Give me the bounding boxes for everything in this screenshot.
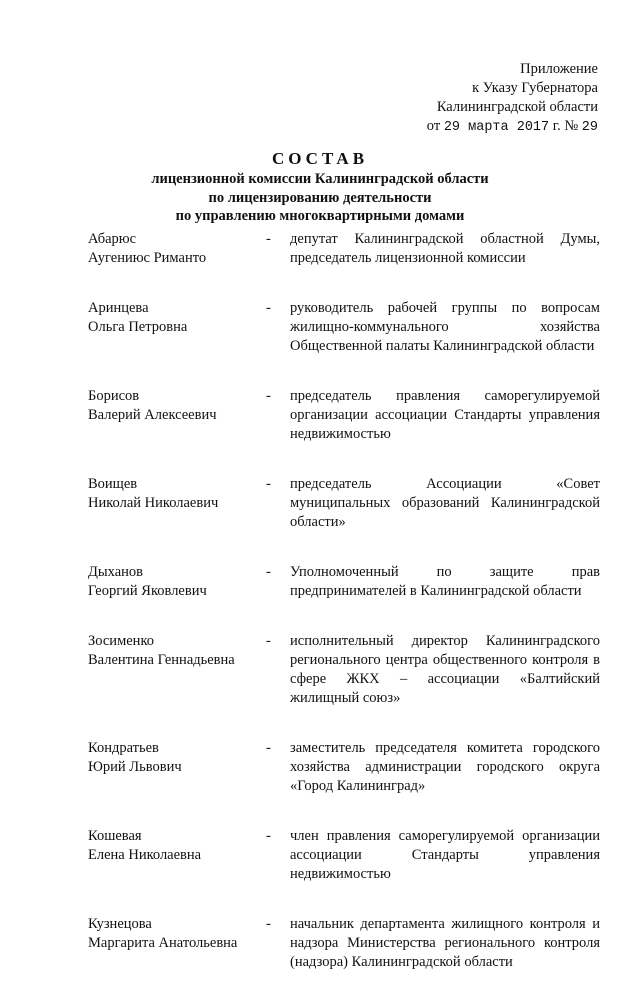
- member-dash: -: [266, 740, 271, 756]
- member-given-name: Ольга Петровна: [88, 319, 188, 335]
- member-dash: -: [266, 633, 271, 649]
- member-given-name: Елена Николаевна: [88, 847, 202, 863]
- member-role: руководитель рабочей группы по вопросам жилищно-коммунального хозяйства Общественной палаты Калининградской области: [290, 300, 600, 354]
- member-dash: -: [266, 564, 271, 580]
- date-value: 29 марта 2017: [443, 120, 550, 135]
- member-surname: Аринцева: [88, 300, 149, 316]
- member-dash: -: [266, 388, 271, 404]
- member-given-name: Николай Николаевич: [88, 495, 219, 511]
- member-row: [88, 230, 600, 268]
- member-surname: Кузнецова: [88, 916, 152, 932]
- member-role: председатель Ассоциации «Совет муниципальных образований Калининградской области»: [290, 476, 600, 530]
- document-title: [0, 148, 640, 226]
- member-dash: -: [266, 231, 271, 247]
- title-line-1: лицензионной комиссии Калининградской области: [151, 171, 489, 187]
- decree-number: 29: [581, 120, 598, 135]
- member-given-name: Юрий Львович: [88, 759, 182, 775]
- member-dash: -: [266, 916, 271, 932]
- title-line-2: по лицензированию деятельности: [208, 189, 432, 206]
- member-name: [88, 563, 266, 601]
- decree-date-line: [427, 117, 598, 137]
- date-prefix: от: [426, 118, 441, 134]
- member-name: [88, 632, 266, 708]
- member-surname: Абарюс: [88, 231, 137, 247]
- member-surname: Кошевая: [88, 828, 142, 844]
- appendix-header: [427, 60, 598, 137]
- member-row: [88, 299, 600, 356]
- title-main: СОСТАВ: [271, 149, 369, 168]
- member-name: [88, 827, 266, 884]
- member-role: начальник департамента жилищного контроля и надзора Министерства регионального контроля (надзора) Калининградской области: [290, 916, 600, 970]
- member-name: [88, 739, 266, 796]
- member-surname: Кондратьев: [88, 740, 159, 756]
- member-given-name: Маргарита Анатольевна: [88, 935, 238, 951]
- appendix-label: Приложение: [520, 61, 598, 77]
- member-name: [88, 299, 266, 356]
- member-role: заместитель председателя комитета городского хозяйства администрации городского округа «Город Калининград»: [290, 740, 600, 794]
- region-name: Калининградской области: [436, 99, 598, 115]
- title-line-3: по управлению многоквартирными домами: [175, 208, 465, 224]
- member-surname: Зосименко: [88, 633, 155, 649]
- member-name: [88, 230, 266, 268]
- member-dash: -: [266, 476, 271, 492]
- member-given-name: Валерий Алексеевич: [88, 407, 217, 423]
- member-list: [88, 230, 600, 1003]
- decree-reference: к Указу Губернатора: [472, 80, 598, 96]
- member-role: Уполномоченный по защите прав предпринимателей в Калининградской области: [290, 564, 600, 599]
- date-suffix: г. №: [552, 118, 579, 134]
- member-name: [88, 387, 266, 444]
- member-given-name: Георгий Яковлевич: [88, 583, 207, 599]
- member-row: [88, 387, 600, 444]
- member-name: [88, 915, 266, 972]
- member-role: председатель правления саморегулируемой организации ассоциации Стандарты управления недвижимостью: [290, 388, 600, 442]
- member-role: исполнительный директор Калининградского регионального центра общественного контроля в сфере ЖКХ – ассоциации «Балтийский жилищный союз»: [290, 633, 600, 706]
- member-surname: Дыханов: [88, 564, 143, 580]
- member-dash: -: [266, 828, 271, 844]
- member-role: депутат Калининградской областной Думы, председатель лицензионной комиссии: [290, 231, 600, 266]
- member-role: член правления саморегулируемой организации ассоциации Стандарты управления недвижимостью: [290, 828, 600, 882]
- member-row: [88, 632, 600, 708]
- member-row: [88, 915, 600, 972]
- member-row: [88, 739, 600, 796]
- member-name: [88, 475, 266, 532]
- member-dash: -: [266, 300, 271, 316]
- member-given-name: Валентина Геннадьевна: [88, 652, 235, 668]
- member-given-name: Аугениюс Риманто: [88, 250, 207, 266]
- member-row: [88, 563, 600, 601]
- member-row: [88, 827, 600, 884]
- member-surname: Борисов: [88, 388, 140, 404]
- member-surname: Воищев: [88, 476, 138, 492]
- member-row: [88, 475, 600, 532]
